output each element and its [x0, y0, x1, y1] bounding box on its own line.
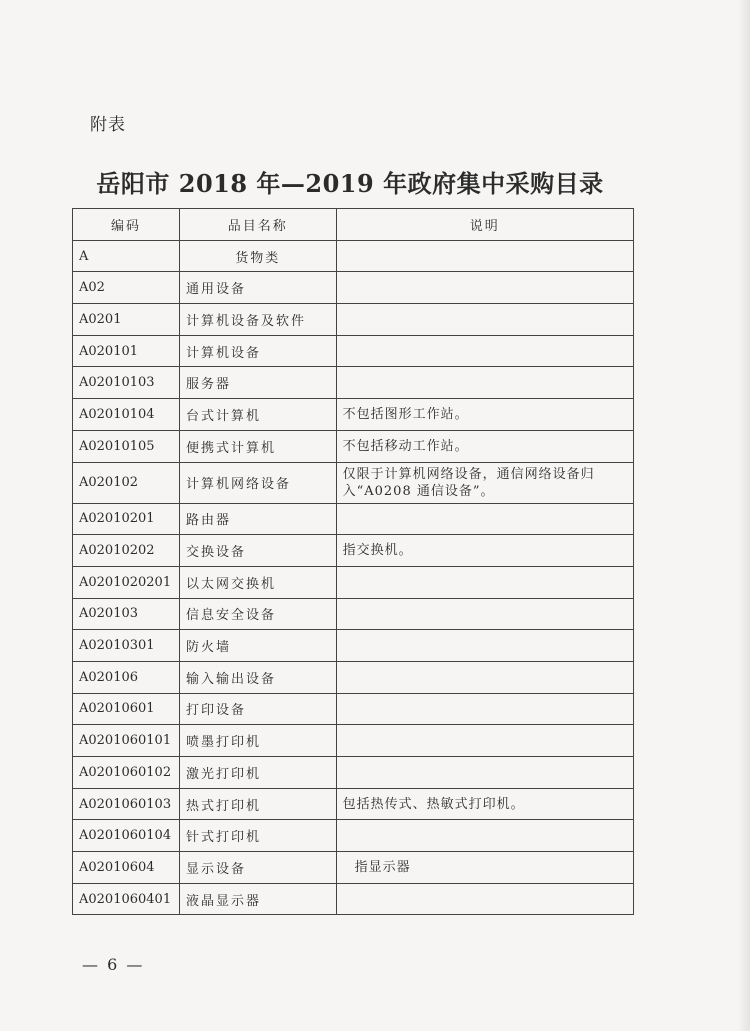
row-note: 指交换机。 — [336, 535, 633, 567]
row-note — [336, 566, 633, 598]
table-row — [73, 788, 634, 820]
row-code: A0201060103 — [73, 788, 180, 820]
row-name: 热式打印机 — [179, 788, 336, 820]
table-row — [73, 598, 634, 630]
row-name: 液晶显示器 — [179, 883, 336, 915]
row-note: 不包括图形工作站。 — [336, 399, 633, 431]
row-name: 显示设备 — [179, 852, 336, 884]
header-note: 说明 — [336, 209, 633, 241]
header-name: 品目名称 — [179, 209, 336, 241]
row-code: A02010601 — [73, 693, 180, 725]
table-row — [73, 462, 634, 503]
row-code: A020103 — [73, 598, 180, 630]
row-code: A0201060101 — [73, 725, 180, 757]
row-name: 通用设备 — [179, 272, 336, 304]
row-code: A02010201 — [73, 503, 180, 535]
row-note — [336, 693, 633, 725]
table-row — [73, 367, 634, 399]
row-name: 交换设备 — [179, 535, 336, 567]
table-row — [73, 725, 634, 757]
table-row — [73, 240, 634, 272]
table-row — [73, 399, 634, 431]
row-code: A0201 — [73, 304, 180, 336]
table-row — [73, 852, 634, 884]
table-row — [73, 566, 634, 598]
row-note: 不包括移动工作站。 — [336, 430, 633, 462]
row-code: A — [73, 240, 180, 272]
row-name: 信息安全设备 — [179, 598, 336, 630]
row-code: A02010202 — [73, 535, 180, 567]
row-note — [336, 630, 633, 662]
page-number: — 6 — — [82, 955, 145, 974]
row-code: A02010105 — [73, 430, 180, 462]
row-name: 针式打印机 — [179, 820, 336, 852]
table-row — [73, 757, 634, 789]
row-note: 包括热传式、热敏式打印机。 — [336, 788, 633, 820]
row-note — [336, 304, 633, 336]
table-row — [73, 304, 634, 336]
row-code: A0201020201 — [73, 566, 180, 598]
row-name: 喷墨打印机 — [179, 725, 336, 757]
table-row — [73, 272, 634, 304]
table-row — [73, 693, 634, 725]
row-note — [336, 661, 633, 693]
row-code: A020101 — [73, 335, 180, 367]
row-note — [336, 883, 633, 915]
row-note — [336, 725, 633, 757]
row-code: A0201060104 — [73, 820, 180, 852]
row-name: 防火墙 — [179, 630, 336, 662]
row-code: A020102 — [73, 462, 180, 503]
row-code: A02010604 — [73, 852, 180, 884]
row-code: A02010103 — [73, 367, 180, 399]
row-name: 货物类 — [179, 240, 336, 272]
row-note — [336, 367, 633, 399]
attachment-label: 附表 — [90, 115, 126, 135]
row-code: A02010301 — [73, 630, 180, 662]
page-edge-shadow — [738, 0, 750, 1031]
row-name: 计算机设备 — [179, 335, 336, 367]
header-code: 编码 — [73, 209, 180, 241]
row-code: A0201060401 — [73, 883, 180, 915]
row-name: 台式计算机 — [179, 399, 336, 431]
row-code: A020106 — [73, 661, 180, 693]
procurement-catalog-table — [72, 208, 634, 915]
row-note — [336, 757, 633, 789]
row-code: A02 — [73, 272, 180, 304]
table-row — [73, 503, 634, 535]
table-header-row — [73, 209, 634, 241]
row-note — [336, 335, 633, 367]
row-note — [336, 272, 633, 304]
row-name: 计算机网络设备 — [179, 462, 336, 503]
row-note — [336, 240, 633, 272]
row-note — [336, 598, 633, 630]
document-title: 岳阳市 2018 年—2019 年政府集中采购目录 — [96, 169, 604, 198]
row-name: 激光打印机 — [179, 757, 336, 789]
table-row — [73, 430, 634, 462]
row-code: A02010104 — [73, 399, 180, 431]
row-name: 便携式计算机 — [179, 430, 336, 462]
table-row — [73, 820, 634, 852]
row-note: 仅限于计算机网络设备，通信网络设备归入“A0208 通信设备”。 — [336, 462, 633, 503]
row-note — [336, 503, 633, 535]
row-code: A0201060102 — [73, 757, 180, 789]
table-row — [73, 535, 634, 567]
table-row — [73, 630, 634, 662]
row-name: 路由器 — [179, 503, 336, 535]
table-row — [73, 661, 634, 693]
row-name: 以太网交换机 — [179, 566, 336, 598]
row-name: 打印设备 — [179, 693, 336, 725]
row-name: 计算机设备及软件 — [179, 304, 336, 336]
row-note — [336, 820, 633, 852]
table-row — [73, 335, 634, 367]
table-row — [73, 883, 634, 915]
row-name: 输入输出设备 — [179, 661, 336, 693]
row-name: 服务器 — [179, 367, 336, 399]
row-note: 指显示器 — [336, 852, 633, 884]
